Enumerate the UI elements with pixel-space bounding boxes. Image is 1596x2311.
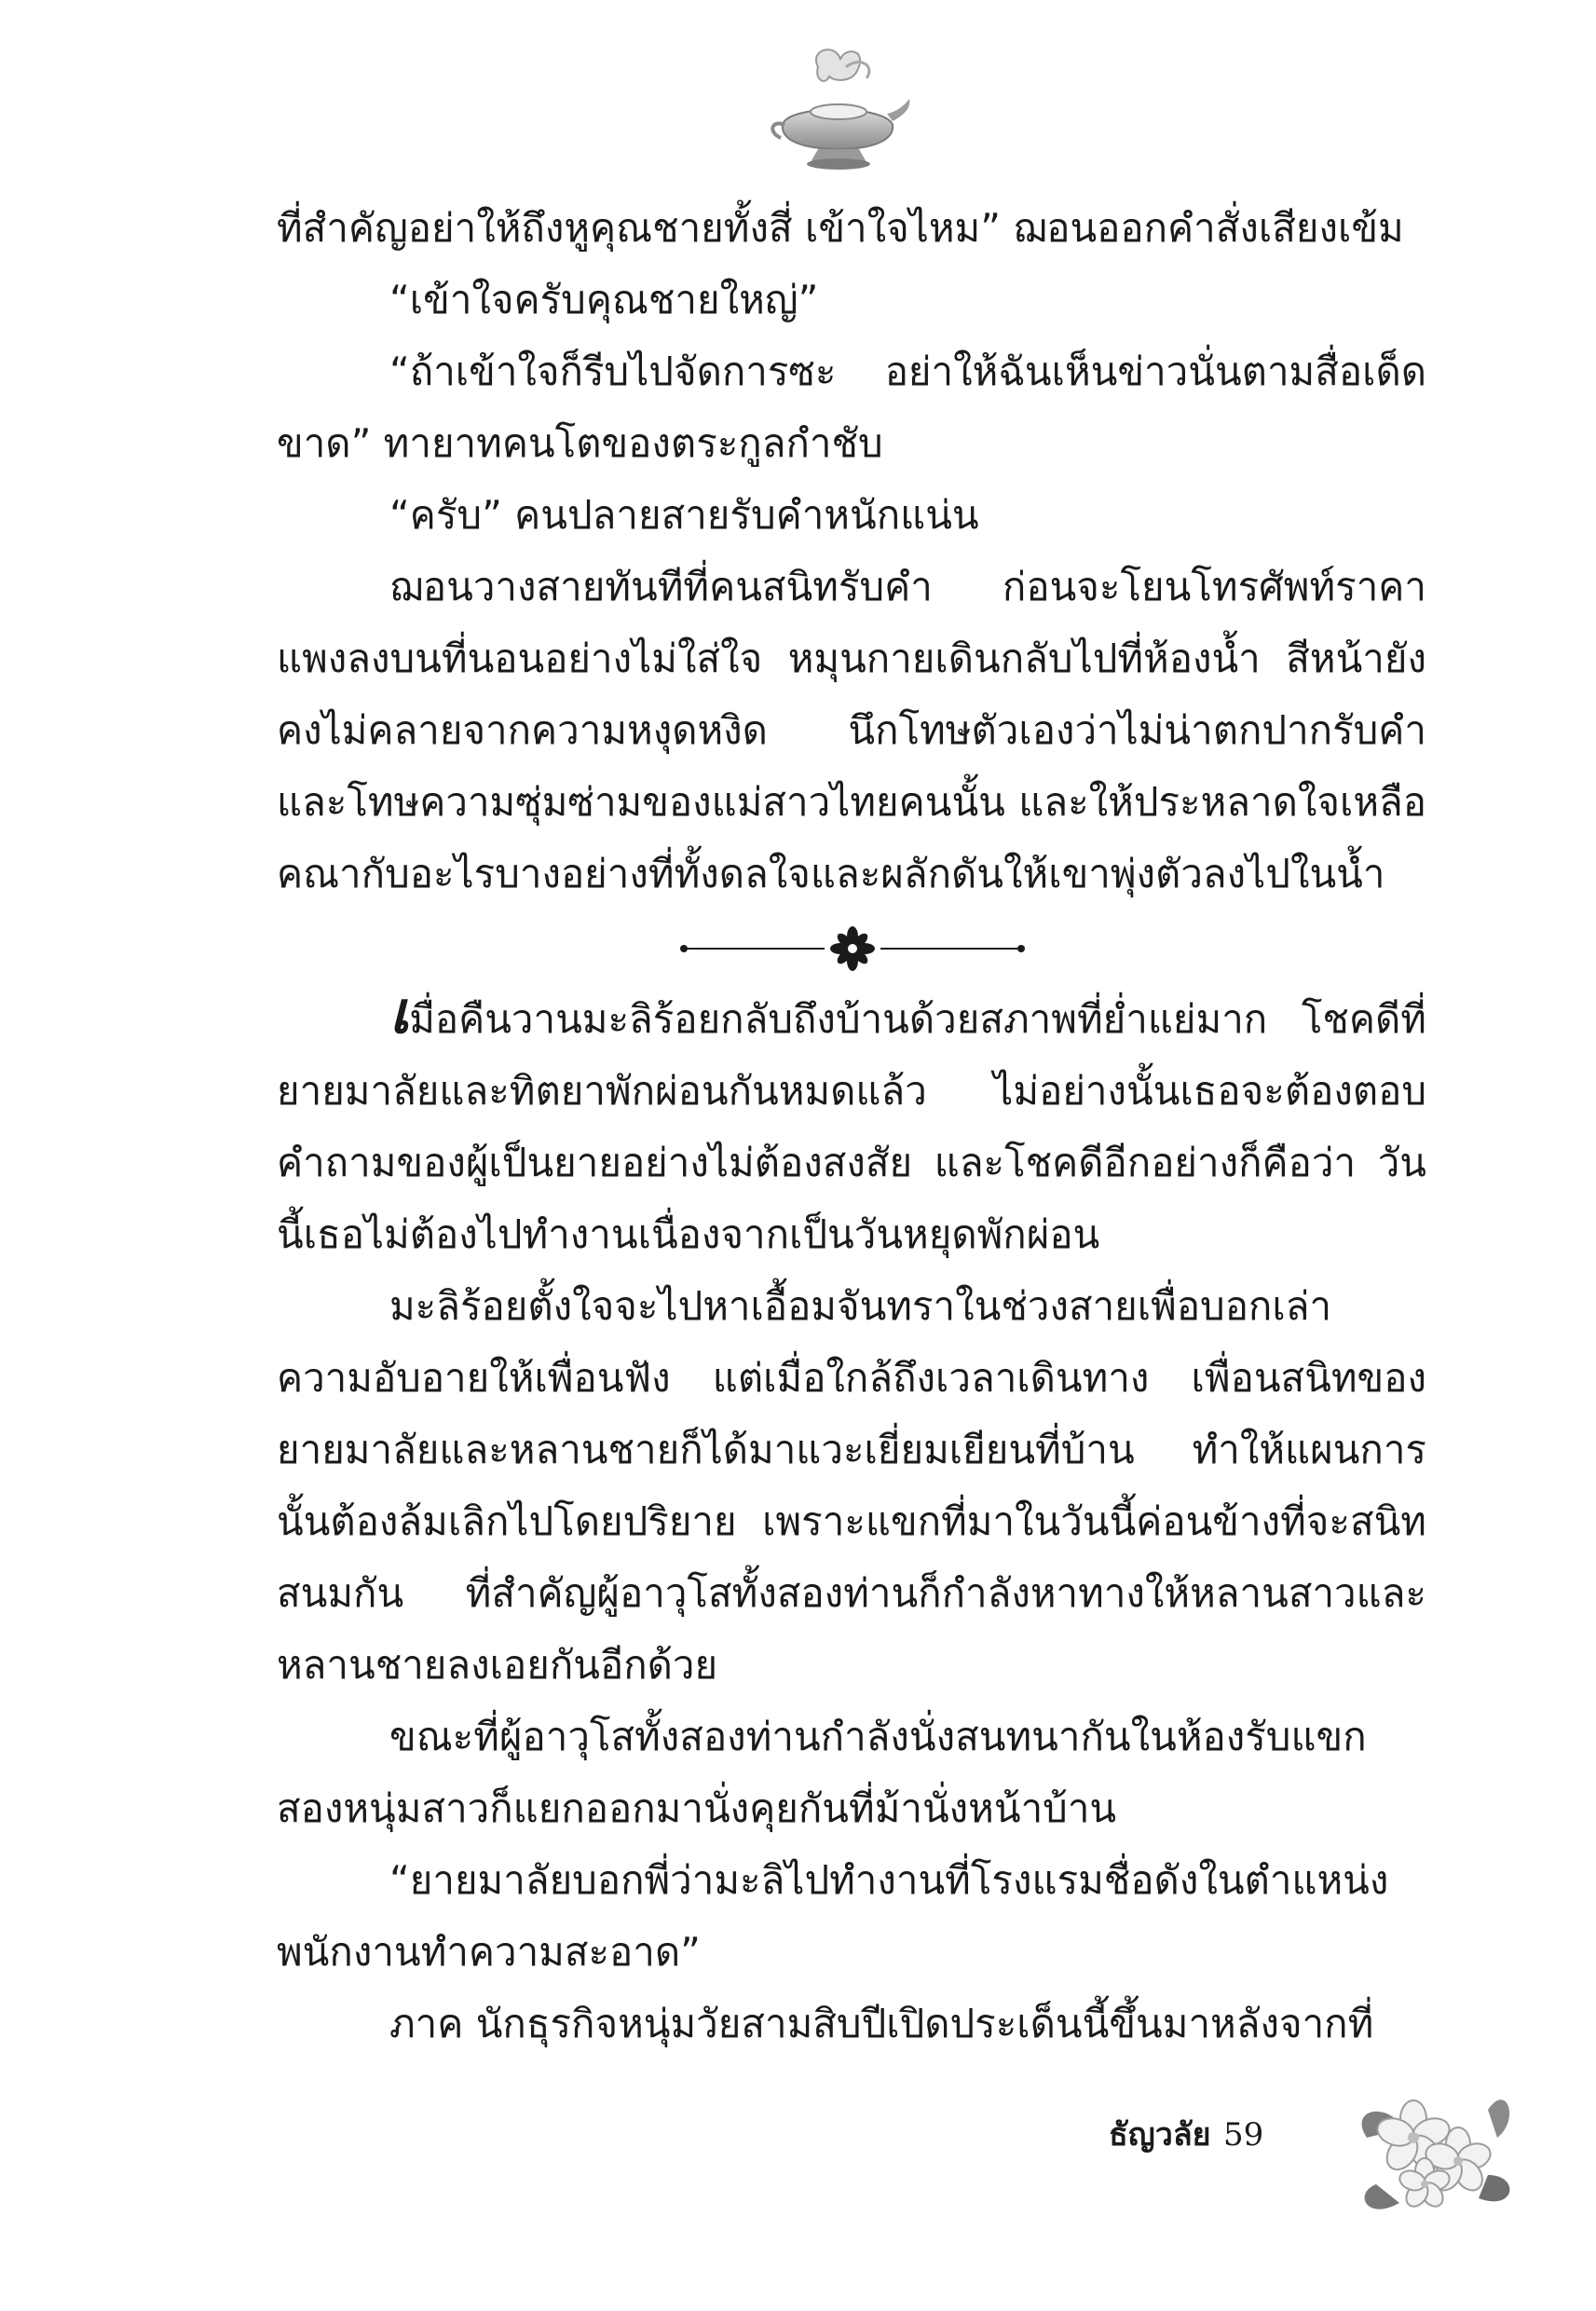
- paragraph: ขณะที่ผู้อาวุโสทั้งสองท่านกำลังนั่งสนทนากันในห้องรับแขก สองหนุ่มสาวก็แยกออกมานั่งคุยกันที่ม้านั่งหน้าบ้าน: [277, 1714, 1367, 1831]
- paragraph: “ครับ” คนปลายสายรับคำหนักแน่น: [389, 492, 979, 538]
- paragraph: “เข้าใจครับคุณชายใหญ่”: [389, 277, 819, 322]
- paragraph: ฌอนวางสายทันทีที่คนสนิทรับคำ ก่อนจะโยนโทรศัพท์ราคาแพงลงบนที่นอนอย่างไม่ใส่ใจ หมุนกายเดินกลับไปที่ห้องน้ำ สีหน้ายังคงไม่คลายจากความหงุดหงิด นึกโทษตัวเองว่าไม่น่าตกปากรับคำ และโทษความซุ่มซ่ามของแม่สาวไทยคนนั้น และให้ประหลาดใจเหลือคณากับอะไรบางอย่างที่ทั้งดลใจและผลักดันให้เขาพุ่งตัวลงไปในน้ำ: [277, 564, 1426, 896]
- drop-cap: เ: [389, 978, 410, 1046]
- author-name: ธัญวลัย: [1109, 2116, 1211, 2154]
- page-number: 59: [1223, 2116, 1264, 2154]
- paragraph: [277, 978, 1426, 1270]
- section-before-break: [277, 192, 1426, 909]
- paragraph: ภาค นักธุรกิจหนุ่มวัยสามสิบปีเปิดประเด็นนี้ขึ้นมาหลังจากที่: [389, 2001, 1374, 2046]
- paragraph-text: มื่อคืนวานมะลิร้อยกลับถึงบ้านด้วยสภาพที่ย่ำแย่มาก โชคดีที่ยายมาลัยและทิตยาพักผ่อนกันหมดแล้ว ไม่อย่างนั้นเธอจะต้องตอบคำถามของผู้เป็นยายอย่างไม่ต้องสงสัย และโชคดีอีกอย่างก็คือว่า วันนี้เธอไม่ต้องไปทำงานเนื่องจากเป็นวันหยุดพักผ่อน: [277, 996, 1426, 1257]
- flower-ornament-icon: [675, 921, 1030, 977]
- paragraph: “ถ้าเข้าใจก็รีบไปจัดการซะ อย่าให้ฉันเห็นข่าวนั่นตามสื่อเด็ดขาด” ทายาทคนโตของตระกูลกำชับ: [277, 349, 1426, 466]
- paragraph: “ยายมาลัยบอกพี่ว่ามะลิไปทำงานที่โรงแรมชื่อดังในตำแหน่งพนักงานทำความสะอาด”: [277, 1857, 1389, 1975]
- jasmine-flowers-icon: [1348, 2072, 1521, 2222]
- paragraph: ที่สำคัญอย่าให้ถึงหูคุณชายทั้งสี่ เข้าใจไหม” ฌอนออกคำสั่งเสียงเข้ม: [277, 205, 1404, 251]
- lamp-icon: [764, 39, 913, 179]
- section-after-break: [277, 978, 1426, 2059]
- paragraph: มะลิร้อยตั้งใจจะไปหาเอื้อมจันทราในช่วงสายเพื่อบอกเล่าความอับอายให้เพื่อนฟัง แต่เมื่อใกล้ถึงเวลาเดินทาง เพื่อนสนิทของยายมาลัยและหลานชายก็ได้มาแวะเยี่ยมเยียนที่บ้าน ทำให้แผนการนั้นต้องล้มเลิกไปโดยปริยาย เพราะแขกที่มาในวันนี้ค่อนข้างที่จะสนิทสนมกัน ที่สำคัญผู้อาวุโสทั้งสองท่านก็กำลังหาทางให้หลานสาวและหลานชายลงเอยกันอีกด้วย: [277, 1283, 1426, 1688]
